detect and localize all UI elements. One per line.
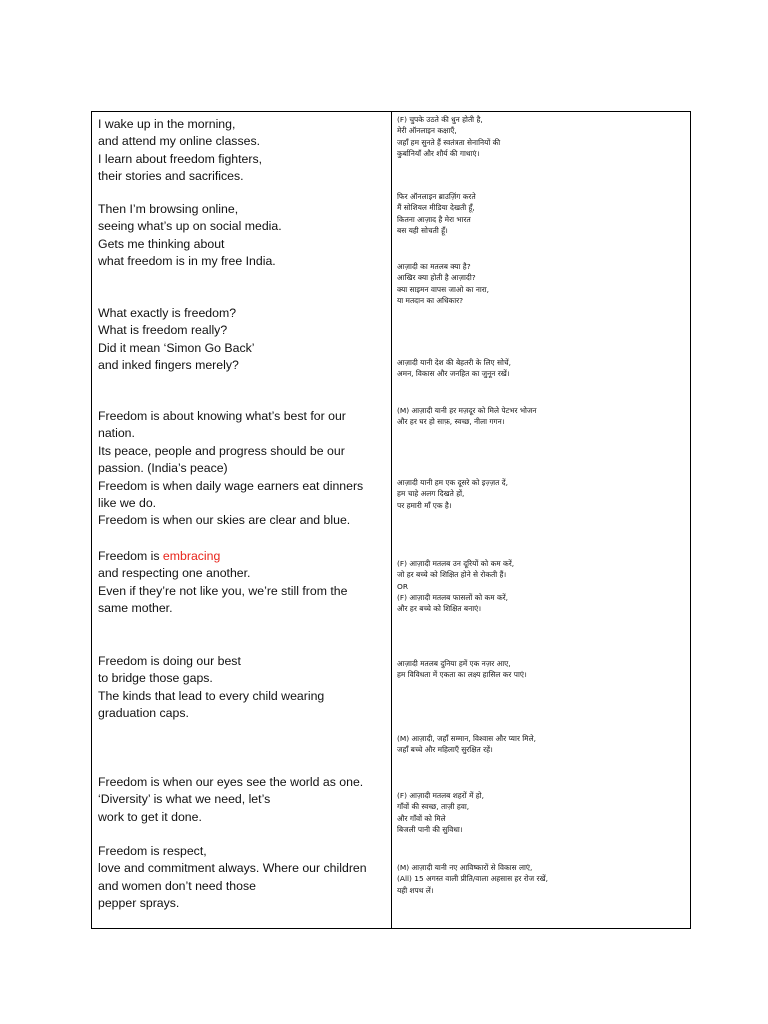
stanza-3: What exactly is freedom? What is freedom really? Did it mean ‘Simon Go Back’ and inked fingers merely? [98, 306, 255, 373]
stanza-5 [98, 548, 347, 618]
hindi-stanza-5: (M) आज़ादी यानी हर मज़दूर को मिले पेटभर भोजन और हर घर हो साफ़, स्वच्छ, नीला गगन। [397, 406, 537, 427]
hindi-stanza-6: आज़ादी यानी हम एक दूसरे को इज़्ज़त दें, हम चाहे अलग दिखते हों, पर हमारी माँ एक है। [397, 478, 508, 510]
poem-table [91, 111, 691, 929]
highlighted-word: embracing [162, 549, 221, 563]
stanza-6: Freedom is doing our best to bridge those gaps. The kinds that lead to every child wearing graduation caps. [98, 654, 325, 721]
stanza-5-rest: and respecting one another. Even if they’re not like you, we’re still from the same mother. [98, 566, 348, 616]
hindi-stanza-2: फिर ऑनलाइन ब्राउज़िंग करते मैं सोशियल मीडिया देखती हूँ, कितना आज़ाद है मेरा भारत बस यही सोचती हूँ। [397, 192, 476, 235]
hindi-stanza-9: (M) आज़ादी, जहाँ सम्मान, विश्वास और प्यार मिले, जहाँ बच्चे और महिलाएँ सुरक्षित रहें। [397, 734, 536, 755]
hindi-stanza-1: (F) चुपके उठते की धुन होती है, मेरी ऑनलाइन कक्षाएँ, जहाँ हम सुनते हैं स्वतंत्रता सेनानियों की कुर्बानियाँ और शौर्य की गाथाएं। [397, 115, 501, 158]
stanza-5-start: Freedom is [98, 549, 163, 563]
hindi-stanza-7: (F) आज़ादी मतलब उन दूरियों को कम करें, जो हर बच्चे को शिक्षित होने से रोकती हैं। OR (F) आज़ादी मतलब फासलों को कम करें, और हर बच्चे को शिक्षित बनाएं। [397, 559, 515, 614]
stanza-2: Then I’m browsing online, seeing what’s up on social media. Gets me thinking about what freedom is in my free India. [98, 202, 282, 269]
hindi-stanza-11: (M) आज़ादी यानी नए आविष्कारों से विकास लाएं, (All) 15 अगस्त वाली प्रीति/वाला अहसास हर रोज रखें, यही शपथ लें। [397, 863, 548, 895]
hindi-column [392, 112, 690, 928]
stanza-7: Freedom is when our eyes see the world as one. ‘Diversity’ is what we need, let’s work to get it done. [98, 775, 364, 824]
english-column [92, 112, 391, 928]
hindi-stanza-4: आज़ादी यानी देश की बेहतरी के लिए सोचें, अमन, विकास और जनहित का जुनून रखें। [397, 358, 511, 379]
stanza-4: Freedom is about knowing what’s best for our nation. Its peace, people and progress should be our passion. (India’s peace) Freedom is when daily wage earners eat dinners like we do. Freedom is when our skies are clear and blue. [98, 409, 364, 528]
stanza-1: I wake up in the morning, and attend my online classes. I learn about freedom fighters, their stories and sacrifices. [98, 117, 263, 184]
hindi-stanza-10: (F) आज़ादी मतलब शहरों में हो, गाँवों की स्वच्छ, ताज़ी हवा, और गाँवों को मिले बिजली पानी की सुविधा। [397, 791, 484, 834]
hindi-stanza-3: आज़ादी का मतलब क्या है? आखिर क्या होती है आज़ादी? क्या साइमन वापस जाओ का नारा, या मतदान का अधिकार? [397, 262, 490, 305]
stanza-8: Freedom is respect, love and commitment always. Where our children and women don’t need those pepper sprays. [98, 844, 367, 911]
hindi-stanza-8: आज़ादी मतलब दुनिया हमें एक नज़र आए, हम विविधता में एकता का लक्ष्य हासिल कर पाएं। [397, 659, 527, 680]
